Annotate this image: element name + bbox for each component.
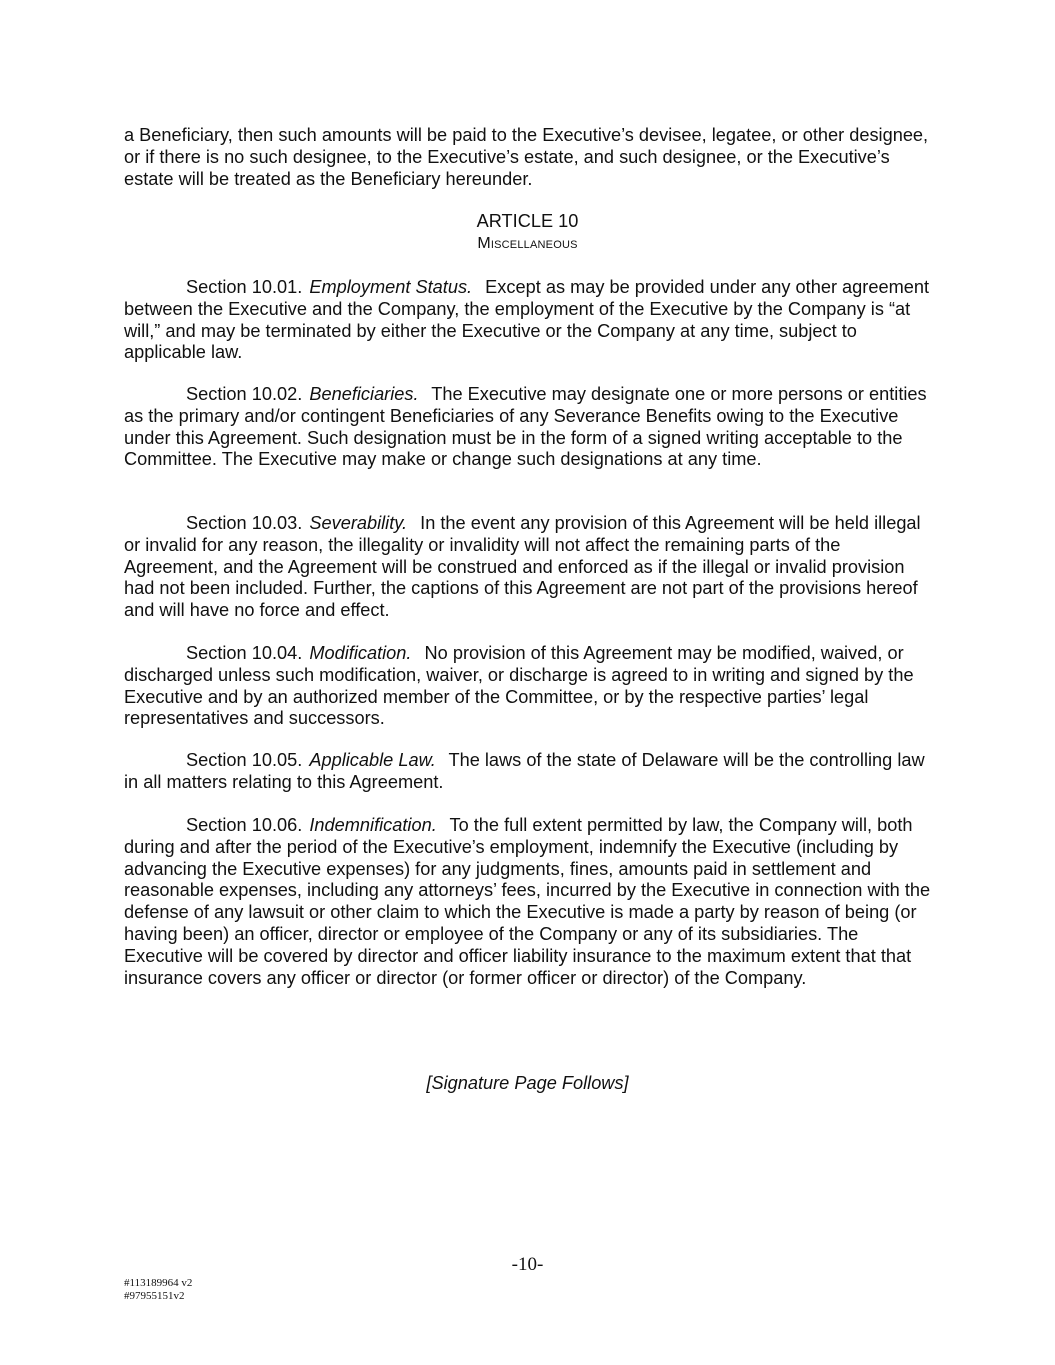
section-body: To the full extent permitted by law, the Company will, both during and after the period of the Executive’s employment, indemnify the Executive (including by advancing the Executive expenses) for any judgments, fines, amounts paid in settlement and reasonable expenses, including any attorneys’ fees, incurred by the Executive in connection with the defense of any lawsuit or other claim to which the Executive is made a party by reason of being (or having been) an officer, director or employee of the Company or any of its subsidiaries. The Executive will be covered by director and officer liability insurance to the maximum extent that that insurance covers any officer or director (or former officer or director) of the Company. [124,815,931,988]
section-title: Indemnification. [309,815,437,835]
document-id: #97955151v2 [124,1289,185,1302]
section-10-03 [124,513,936,622]
section-title: Applicable Law. [309,750,436,770]
section-10-05 [124,750,936,794]
section-10-02 [124,384,936,471]
section-number: Section 10.01. [186,277,303,297]
section-10-06 [124,815,936,989]
section-title: Beneficiaries. [309,384,419,404]
section-body: The Executive may designate one or more persons or entities as the primary and/or contingent Beneficiaries of any Severance Benefits owing to the Executive under this Agreement. Such designation must be in the form of a signed writing acceptable to the Committee. The Executive may make or change such designations at any time. [124,384,927,470]
document-id: #113189964 v2 [124,1277,193,1289]
section-title: Modification. [309,643,412,663]
section-body: No provision of this Agreement may be modified, waived, or discharged unless such modification, waiver, or discharge is agreed to in writing and signed by the Executive and by an authorized member of the Committee, or by the respective parties’ legal representatives and successors. [124,643,914,729]
section-body: Except as may be provided under any other agreement between the Executive and the Company, the employment of the Executive by the Company is “at will,” and may be terminated by either the Executive or the Company at any time, subject to applicable law. [124,277,930,363]
section-number: Section 10.06. [186,815,303,835]
section-number: Section 10.04. [186,643,303,663]
section-10-04 [124,643,936,730]
page-number: -10- [511,1254,544,1275]
document-ids [124,1277,192,1302]
section-number: Section 10.05. [186,750,303,770]
article-title: ARTICLE 10 [476,211,579,231]
signature-page-note: [Signature Page Follows] [426,1073,629,1093]
intro-paragraph: a Beneficiary, then such amounts will be paid to the Executive’s devisee, legatee, or other designee, or if there is no such designee, to the Executive’s estate, and such designee, or the Executive’s estate will be treated as the Beneficiary hereunder. [124,125,929,189]
section-body: The laws of the state of Delaware will be the controlling law in all matters relating to this Agreement. [124,750,925,792]
section-title: Severability. [309,513,408,533]
section-body: In the event any provision of this Agreement will be held illegal or invalid for any reason, the illegality or invalidity will not affect the remaining parts of the Agreement, and the Agreement will be construed and enforced as if the illegal or invalid provision had not been included. Further, the captions of this Agreement are not part of the provisions hereof and will have no force and effect. [124,513,921,621]
section-10-01 [124,277,936,364]
section-number: Section 10.03. [186,513,303,533]
section-title: Employment Status. [309,277,473,297]
section-number: Section 10.02. [186,384,303,404]
article-subtitle: Miscellaneous [477,235,578,252]
